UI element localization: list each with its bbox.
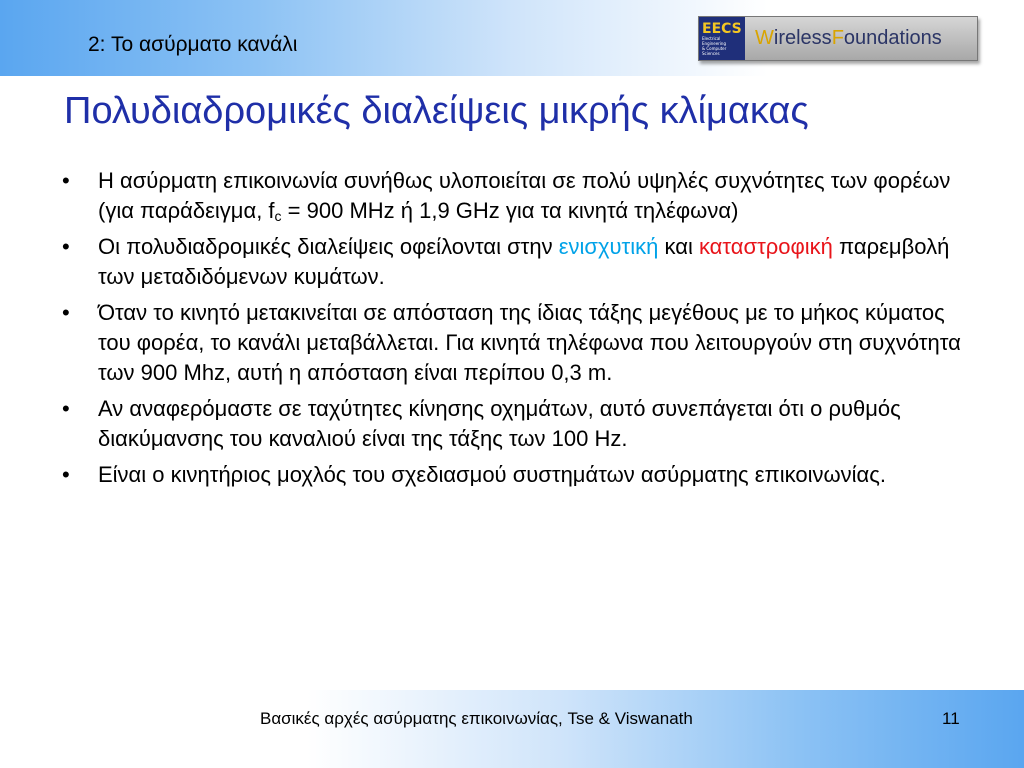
bullet-dot: • xyxy=(62,396,70,421)
wireless-foundations-logo xyxy=(698,16,978,61)
bullet-dot: • xyxy=(62,234,70,259)
eecs-logo-subtext-2: & Computer Sciences xyxy=(702,45,727,56)
bullet-list xyxy=(62,166,962,496)
destructive-highlight: καταστροφική xyxy=(698,234,833,259)
logo-word-oundations: oundations xyxy=(843,27,942,49)
bullet-item-interference xyxy=(62,232,962,292)
bullet-text: Οι πολυδιαδρομικές διαλείψεις οφείλονται στην xyxy=(98,234,559,259)
bullet-dot: • xyxy=(62,168,70,193)
wireless-foundations-wordmark xyxy=(745,17,977,60)
bullet-item-carrier-frequency xyxy=(62,166,962,226)
bullet-text-cont: και xyxy=(658,234,699,259)
bullet-text-cont: = 900 MHz ή 1,9 GHz για τα κινητά τηλέφωνα) xyxy=(281,198,739,223)
bullet-text: Όταν το κινητό μετακινείται σε απόσταση της ίδιας τάξης μεγέθους με το μήκος κύματος του φορέα, το κανάλι μεταβάλλεται. Για κινητά τηλέφωνα που λειτουργούν στη συχνότητα των 900 Mhz, αυτή η απόσταση είναι περίπου 0,3 m. xyxy=(98,300,961,385)
logo-word-ireless: ireless xyxy=(773,27,832,49)
eecs-logo-subtext-1: Electrical Engineering xyxy=(702,35,726,46)
slide-title: Πολυδιαδρομικές διαλείψεις μικρής κλίμακας xyxy=(64,90,809,132)
logo-letter-w: W xyxy=(755,27,774,49)
bullet-dot: • xyxy=(62,462,70,487)
logo-letter-f: F xyxy=(831,27,844,49)
bullet-text: Είναι ο κινητήριος μοχλός του σχεδιασμού συστημάτων ασύρματης επικοινωνίας. xyxy=(98,462,886,487)
eecs-logo-block xyxy=(699,17,745,60)
section-label: 2: Το ασύρματο κανάλι xyxy=(88,33,298,56)
eecs-logo-text: EECS xyxy=(702,20,742,37)
bullet-text-end: παρεμβολή των μεταδιδόμενων κυμάτων. xyxy=(98,234,950,289)
bullet-item-vehicle-speeds xyxy=(62,394,962,454)
bullet-dot: • xyxy=(62,300,70,325)
subscript-c: c xyxy=(274,208,282,224)
footer-gradient-band xyxy=(0,690,1024,768)
bullet-item-design-driver xyxy=(62,460,962,490)
bullet-text: Αν αναφερόμαστε σε ταχύτητες κίνησης οχημάτων, αυτό συνεπάγεται ότι ο ρυθμός διακύμανσης του καναλιού είναι της τάξης των 100 Hz. xyxy=(98,396,901,451)
page-number: 11 xyxy=(942,709,960,728)
bullet-text: Η ασύρματη επικοινωνία συνήθως υλοποιείται σε πολύ υψηλές συχνότητες των φορέων (για παράδειγμα, f xyxy=(98,168,951,223)
footer-citation: Βασικές αρχές ασύρματης επικοινωνίας, Tse & Viswanath xyxy=(260,709,693,728)
constructive-highlight: ενισχυτική xyxy=(558,234,659,259)
bullet-item-wavelength xyxy=(62,298,962,388)
